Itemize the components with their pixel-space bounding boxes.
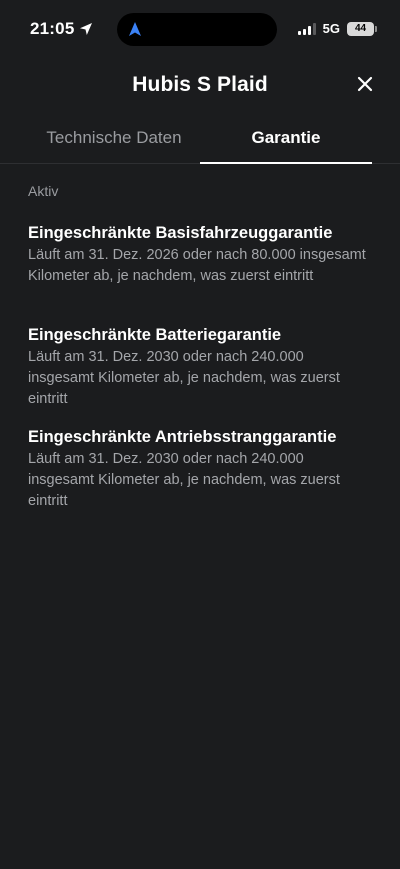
cellular-signal-icon [298, 23, 316, 35]
status-bar [0, 0, 400, 58]
section-label-aktiv: Aktiv [28, 183, 59, 199]
warranty-description: Läuft am 31. Dez. 2030 oder nach 240.000 insgesamt Kilometer ab, je nachdem, was zuerst eintritt [28, 349, 340, 407]
location-arrow-icon [79, 22, 93, 36]
page-title: Hubis S Plaid [132, 73, 268, 96]
close-button[interactable] [356, 75, 374, 93]
battery-level: 44 [354, 23, 367, 34]
warranty-title: Eingeschränkte Basisfahrzeuggarantie [28, 224, 333, 242]
tab-bar [0, 112, 400, 164]
status-time [30, 19, 93, 39]
warranty-list [28, 183, 372, 509]
warranty-title: Eingeschränkte Batteriegarantie [28, 326, 282, 344]
warranty-item [28, 427, 372, 512]
status-indicators [298, 21, 374, 36]
warranty-item [28, 223, 372, 287]
warranty-description: Läuft am 31. Dez. 2030 oder nach 240.000 insgesamt Kilometer ab, je nachdem, was zuerst eintritt [28, 451, 340, 509]
tab-technische-daten[interactable]: Technische Daten [46, 128, 182, 147]
active-tab-indicator [200, 162, 372, 164]
status-time-text: 21:05 [30, 19, 75, 38]
warranty-title: Eingeschränkte Antriebsstranggarantie [28, 428, 337, 446]
warranty-description: Läuft am 31. Dez. 2026 oder nach 80.000 insgesamt Kilometer ab, je nachdem, was zuerst eintritt [28, 247, 366, 284]
dynamic-island [117, 13, 277, 46]
battery-icon [347, 22, 374, 36]
navigation-arrow-icon [127, 21, 143, 38]
network-type: 5G [322, 21, 340, 36]
close-icon [356, 75, 374, 93]
tab-garantie[interactable]: Garantie [251, 128, 321, 147]
warranty-item [28, 325, 372, 410]
header [0, 58, 400, 110]
